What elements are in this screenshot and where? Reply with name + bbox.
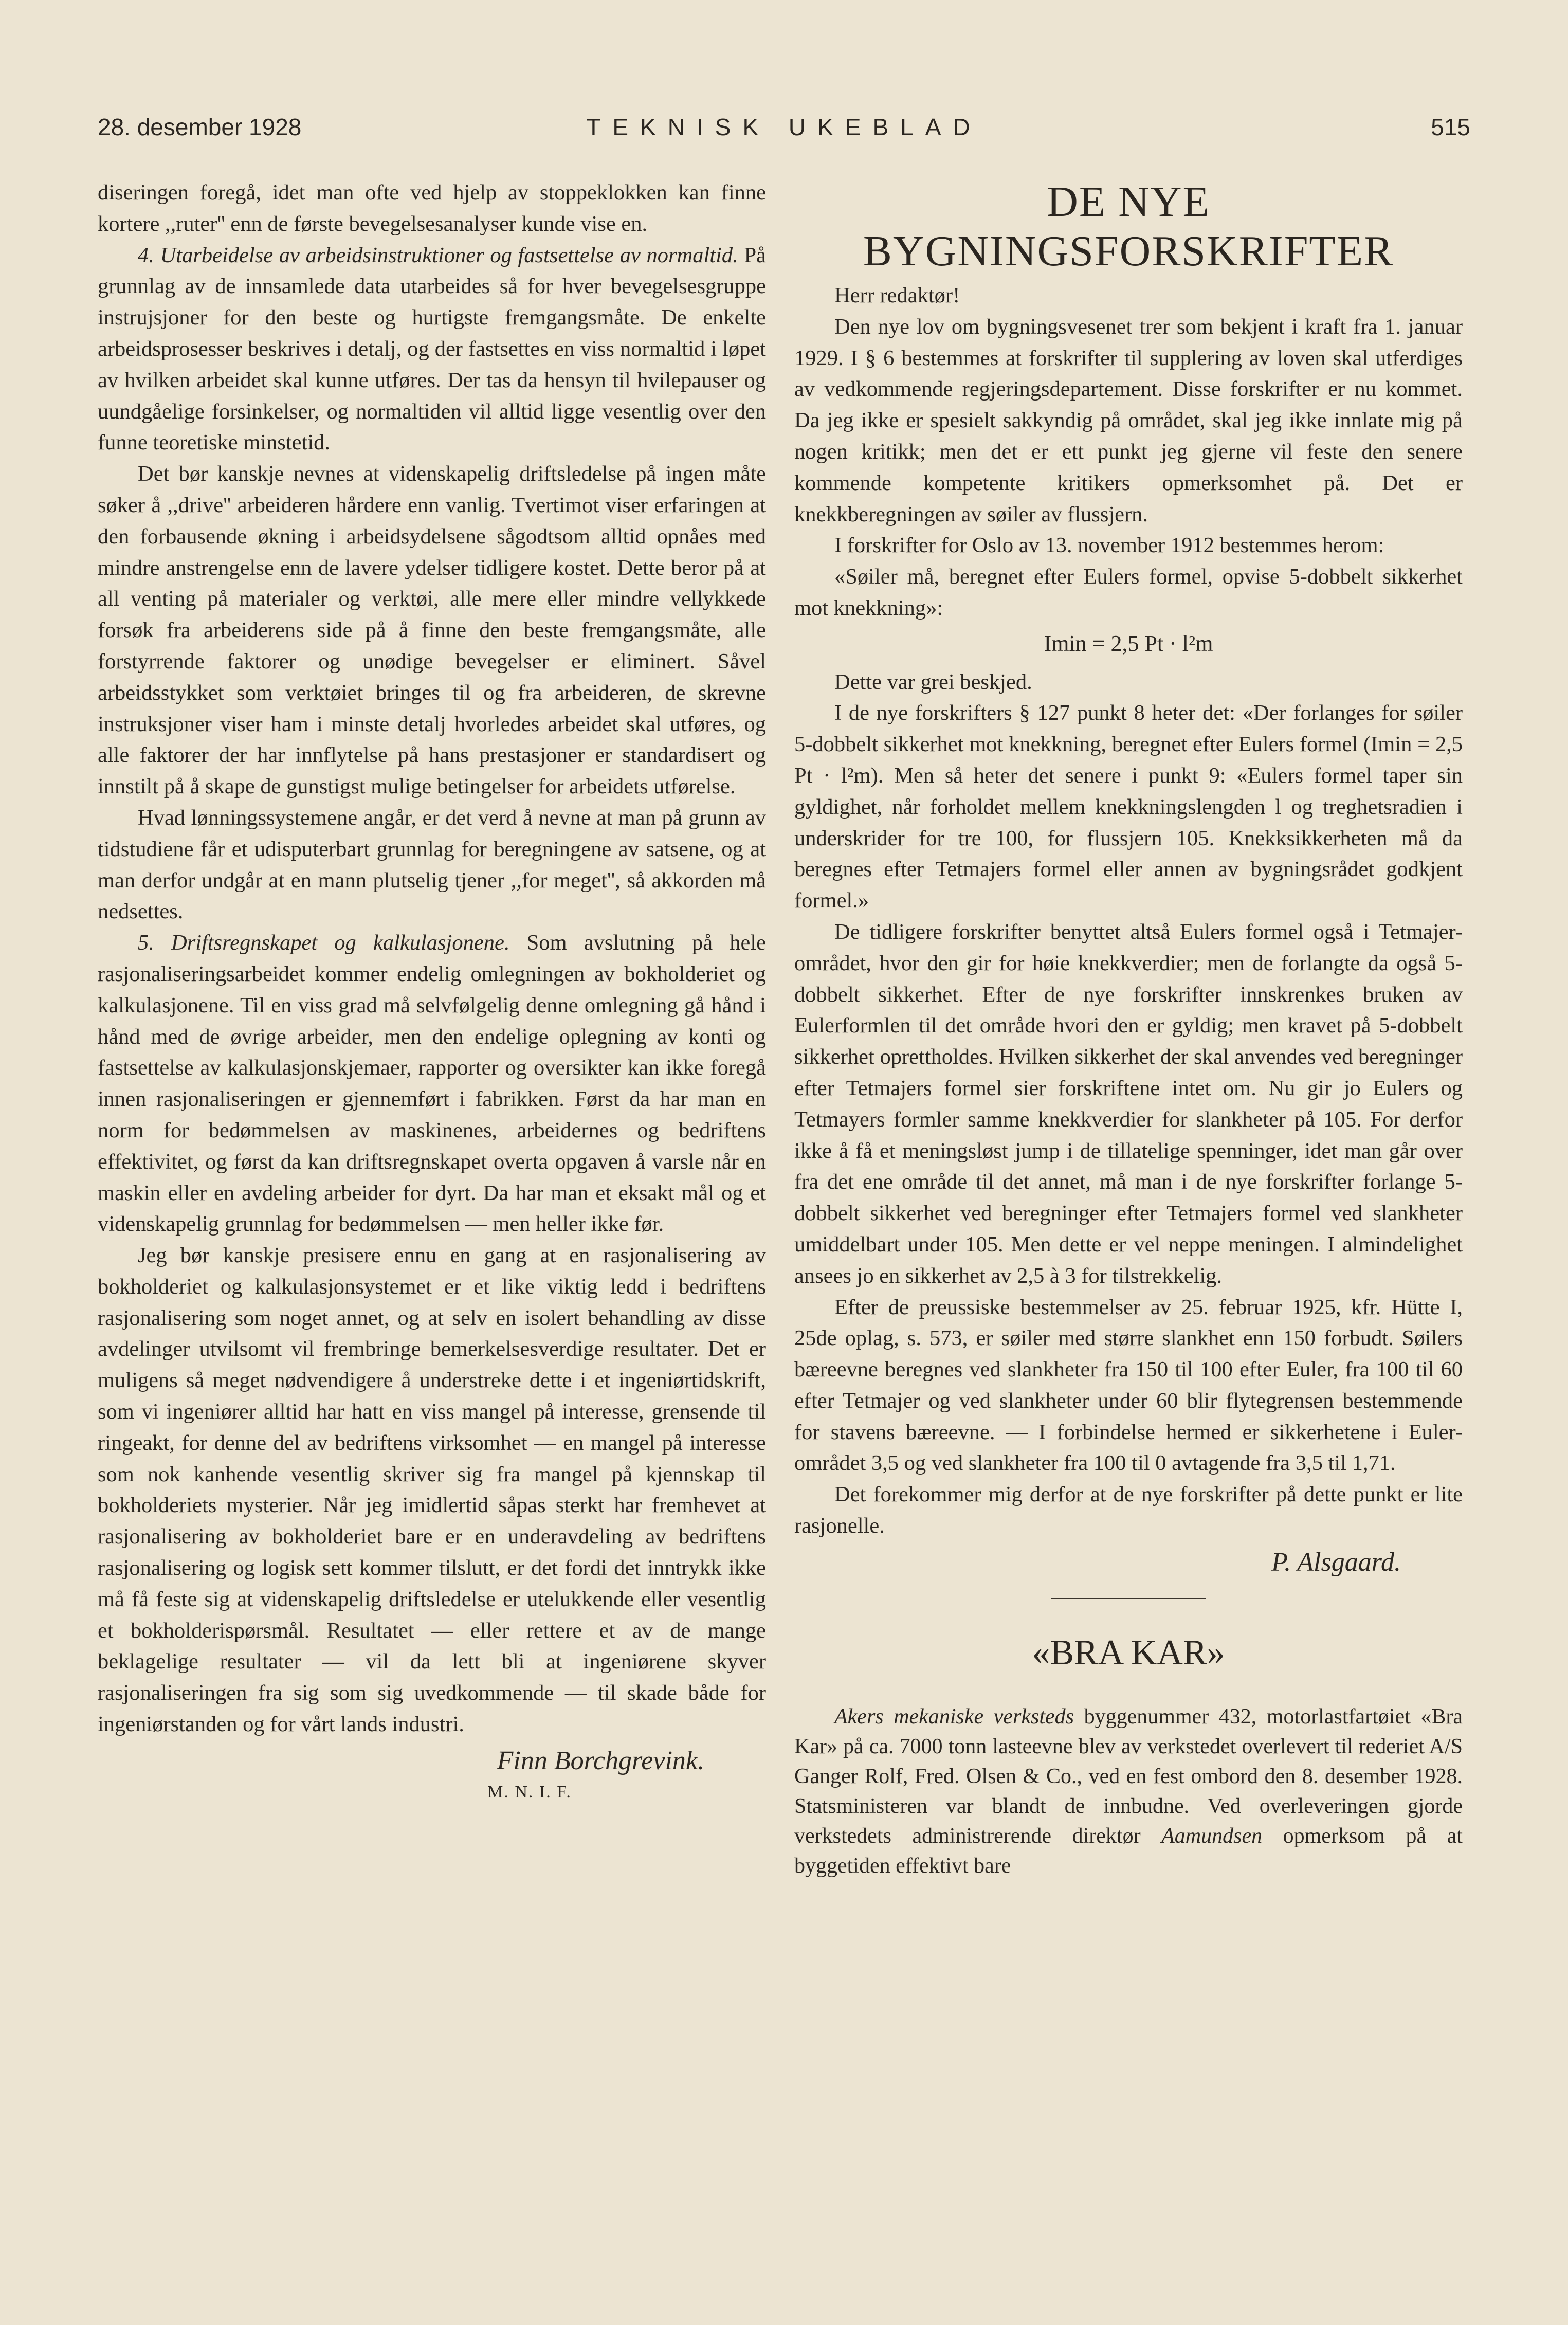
paragraph: De tidligere forskrifter benyttet altså Eulers formel også i Tetmajer-området, hvor den gir for høie knekkverdier; men de forlangte da også 5-dobbelt sikkerhet. Efter de nye forskrifter innskrenkes bruken av Eulerformlen til det område hvori den er gyldig; men kravet på 5-dobbelt sikkerhet oprettholdes. Hvilken sikkerhet der skal anvendes ved beregninger efter Tetmajers formel sier forskriftene intet om. Nu gir jo Eulers og Tetmayers formler samme knekkverdier for slankheter på 105. For derfor ikke å få et meningsløst jump i de tillatelige spenninger, idet man går over fra det ene område til det annet, må man i de nye forskrifter forlange 5-dobbelt sikkerhet ved beregninger efter Tetmajers formel ved slankheter umiddelbart under 105. Men dette er vel neppe meningen. I almindelighet ansees jo en sikkerhet av 2,5 à 3 for tilstrekkelig. <box>794 919 1463 1288</box>
paragraph: Den nye lov om bygningsvesenet trer som bekjent i kraft fra 1. januar 1929. I § 6 bestemmes at forskrifter til supplering av loven skal utferdiges av vedkommende regjeringsdepartement. Disse forskrifter er nu kommet. Da jeg ikke er spesielt sakkyndig på området, skal jeg ikke innlate mig på nogen kritikk; men det er ett punkt jeg gjerne vil feste den senere kommende kompetente kritikers opmerksomhet på. Det er knekkberegningen av søiler av flussjern. <box>794 314 1463 526</box>
italic-name: Aamundsen <box>1161 1824 1263 1848</box>
paragraph: Hvad lønningssystemene angår, er det verd å nevne at man på grunn av tidstudiene får et udisputerbart grunnlag for beregningene av satsene, og at man derfor undgår at en mann plutselig tjener ,,for meget'', så akkorden må nedsettes. <box>98 805 766 924</box>
paragraph: Det bør kanskje nevnes at videnskapelig driftsledelse på ingen måte søker å ,,drive'' arbeideren hårdere enn vanlig. Tvertimot viser erfaringen at den forbausende økning i arbeidsydelsene sågodtsom alltid opnåes med mindre anstrengelse enn de lavere ydelser tidligere kostet. Dette beror på at all venting på materialer og verktøi, alle mere eller mindre vellykkede forsøk fra arbeiderens side på å finne den beste fremgangsmåte, alle forstyrrende faktorer og unødige bevegelser er eliminert. Såvel arbeidsstykket som verktøiet bringes til og fra arbeideren, de skrevne instruksjoner viser ham i minste detalj hvorledes arbeidet skal utføres, og alle faktorer der har innflytelse på hans prestasjoner er standardisert og innstilt på å skape de gunstigst mulige betingelser for arbeidets utførelse. <box>98 462 766 799</box>
section-heading: 4. Utarbeidelse av arbeidsinstruktioner og fastsettelse av normaltid. <box>138 243 738 267</box>
section-body: Som avslutning på hele rasjonaliseringsarbeidet kommer endelig omlegningen av bokholderiet og kalkulasjonene. Til en viss grad må selvfølgelig denne omlegning gå hånd i hånd med de øvrige arbeider, men den endelige oplegning av konti og fastsettelse av kalkulasjonskjemaer, rapporter og oversikter kan ikke foregå innen rasjonaliseringen er gjennemført i fabrikken. Først da har man en norm for bedømmelsen av maskinenes, arbeidernes og bedriftens effektivitet, og først da kan driftsregnskapet overta opgaven å varsle når en maskin eller en avdeling arbeider for dyrt. Da har man et eksakt mål og et videnskapelig grunnlag for bedømmelsen — men heller ikke før. <box>98 931 766 1237</box>
author-signature: P. Alsgaard. <box>1271 1547 1401 1577</box>
paragraph: Jeg bør kanskje presisere ennu en gang at en rasjonalisering av bokholderiet og kalkulasjonsystemet er et like viktig ledd i bedriftens rasjonalisering som noget annet, og at selv en isolert behandling av disse avdelinger utvilsomt vil frembringe bemerkelsesverdige resultater. Det er muligens så meget nødvendigere å understreke dette i et ingeniørtidskrift, som vi ingeniører alltid har hatt en viss mangel på interesse, grensende til ringeakt, for denne del av bedriftens virksomhet — en mangel på interesse som nok kanhende vesentlig skriver sig fra mangel på kjennskap til bokholderiets mysterier. Når jeg imidlertid såpas sterkt har fremhevet at rasjonalisering av bokholderiet bare er en underavdeling av bedriftens rasjonalisering og logisk sett kommer tilslutt, er det fordi det inntrykk ikke må få feste sig at videnskapelig driftsledelse er utelukkende eller vesentlig et bokholderispørsmål. Resultatet — eller rettere et av de mange beklagelige resultater — vil da lett bli at ingeniørene skyver rasjonaliseringen fra sig som sig uvedkommende — til skade både for ingeniørstanden og for vårt lands industri. <box>98 1243 766 1737</box>
paragraph: «Søiler må, beregnet efter Eulers formel, opvise 5-dobbelt sikkerhet mot knekkning»: <box>794 565 1463 620</box>
paragraph-section-5 <box>98 928 766 1240</box>
issue-date: 28. desember 1928 <box>98 114 302 140</box>
paragraph-section-4 <box>98 240 766 459</box>
paragraph-body: byggenummer 432, motorlastfartøiet «Bra Kar» på ca. 7000 tonn lasteevne blev av verkstedet overlevert til rederiet A/S Ganger Rolf, Fred. Olsen & Co., ved en fest ombord den 8. desember 1928. Statsministeren var blandt de innbudne. Ved overleveringen gjorde verkstedets administrerende direktør <box>794 1704 1463 1848</box>
right-column <box>794 177 1463 1881</box>
paragraph: I de nye forskrifters § 127 punkt 8 heter det: «Der forlanges for søiler 5-dobbelt sikkerhet mot knekkning, beregnet efter Eulers formel (Imin = 2,5 Pt · l²m). Men så heter det senere i punkt 9: «Eulers formel taper sin gyldighet, når forholdet mellem knekkningslengden l og treghetsradien i underskrider for tre 100, for flussjern 105. Knekksikkerheten må da beregnes efter Tetmajers formel eller annen av bygningsrådet godkjent formel.» <box>794 701 1463 913</box>
author-initials: M. N. I. F. <box>487 1782 572 1802</box>
paragraph-bra-kar <box>794 1702 1463 1881</box>
salutation: Herr redaktør! <box>834 283 960 307</box>
page-number: 515 <box>1431 114 1470 140</box>
page-header <box>98 113 1470 149</box>
section-heading: 5. Driftsregnskapet og kalkulasjonene. <box>138 931 510 955</box>
paragraph: Dette var grei beskjed. <box>834 669 1032 694</box>
section-divider <box>1051 1598 1206 1599</box>
author-signature: Finn Borchgrevink. <box>497 1746 704 1775</box>
paragraph: Efter de preussiske bestemmelser av 25. februar 1925, kfr. Hütte I, 25de oplag, s. 573, er søiler med større slankhet enn 150 forbudt. Søilers bæreevne beregnes ved slankheter fra 150 til 100 efter Euler, fra 100 til 60 efter Tetmajer og ved slankheter under 60 blir flytegrensen bestemmende for stavens bæreevne. — I forbindelse hermed er sikkerhetene i Euler-området 3,5 og ved slankheter fra 100 til 0 avtagende fra 3,5 til 1,71. <box>794 1295 1463 1476</box>
paragraph: Det forekommer mig derfor at de nye forskrifter på dette punkt er lite rasjonelle. <box>794 1482 1463 1538</box>
paragraph: diseringen foregå, idet man ofte ved hjelp av stoppeklokken kan finne kortere ,,ruter'' enn de første bevegelsesanalyser kunde vise en. <box>98 180 766 236</box>
article-title-2: «BRA KAR» <box>1032 1632 1225 1673</box>
euler-formula: Imin = 2,5 Pt · l²m <box>1044 630 1213 656</box>
article-title: DE NYE BYGNINGSFORSKRIFTER <box>863 178 1394 275</box>
paragraph: I forskrifter for Oslo av 13. november 1912 bestemmes herom: <box>834 533 1384 558</box>
paragraph-tail: opmerksom på at byggetiden effektivt bare <box>794 1824 1463 1878</box>
journal-title: TEKNISK UKEBLAD <box>586 114 982 140</box>
left-column <box>98 177 766 1808</box>
italic-name: Akers mekaniske verksteds <box>834 1704 1074 1729</box>
section-body: På grunnlag av de innsamlede data utarbeides så for hver bevegelsesgruppe instrujsjoner for den beste og hurtigste fremgangsmåte. De enkelte arbeidsprosesser beskrives i detalj, og der fastsettes en viss normaltid i løpet av hvilken arbeidet skal kunne utføres. Der tas da hensyn til hvilepauser og uundgåelige forsinkelser, og normaltiden vil alltid ligge vesentlig over den funne teoretiske minstetid. <box>98 243 766 455</box>
